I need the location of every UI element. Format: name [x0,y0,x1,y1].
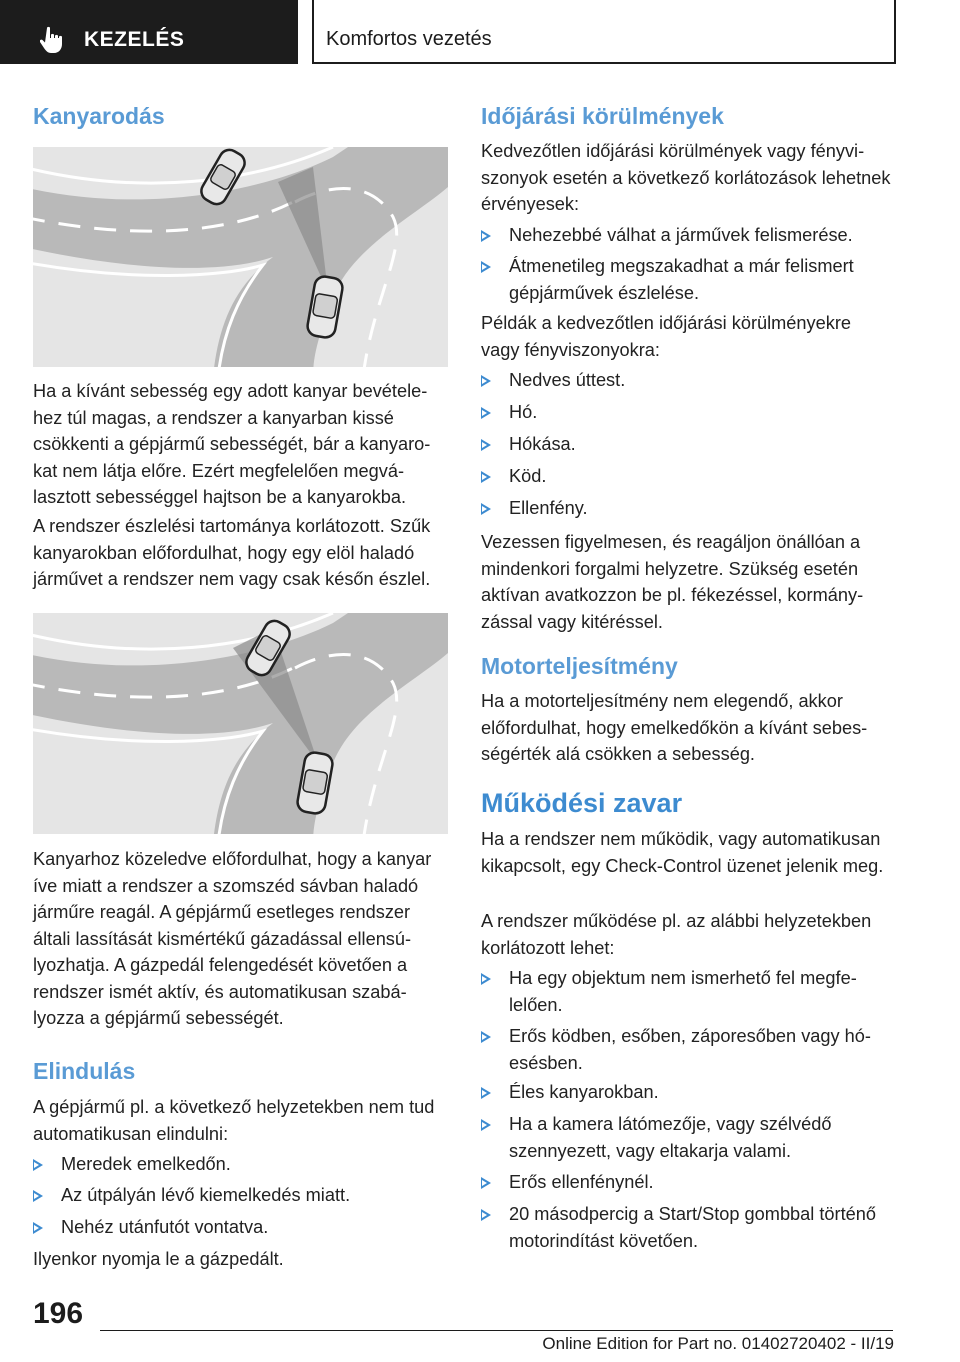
list-item: Hókása. [481,431,889,458]
edition-label: Online Edition for Part no. 01402720402 - II/19 [542,1334,894,1353]
idojaras-outro: Vezessen figyelmesen, és reagáljon önállóan a mindenkori forgalmi helyzetre. Szükség esetén aktívan avatkozzon be pl. fékezéssel, kormányzással vagy kitéréssel. [481,532,864,632]
section-tab-label: KEZELÉS [84,28,185,51]
zavar-paragraph-2: A rendszer működése pl. az alábbi helyzetekben korlátozott lehet: [481,911,872,958]
bullet-triangle-icon [481,407,491,419]
motor-text: Ha a motorteljesítmény nem elegendő, akkor előfordulhat, hogy emelkedőkön a kívánt sebességérték alá csökken a sebesség. [481,691,868,764]
hand-pointer-icon [40,26,66,54]
elindulas-intro: A gépjármű pl. a következő helyzetekben nem tud automatikusan elindulni: [33,1097,435,1144]
footer-divider [100,1330,893,1331]
bullet-triangle-icon [481,261,491,273]
heading-idojaras: Időjárási körülmények [481,103,724,129]
list-item: Nedves úttest. [481,367,889,394]
list-item: Köd. [481,463,889,490]
bullet-triangle-icon [481,230,491,242]
elindulas-outro: Ilyenkor nyomja le a gázpedált. [33,1249,284,1269]
list-item: Éles kanyarokban. [481,1079,894,1106]
heading-elindulas: Elindulás [33,1058,136,1084]
bullet-triangle-icon [481,375,491,387]
zavar-paragraph-1: Ha a rendszer nem működik, vagy automatikusan kikapcsolt, egy Check-Control üzenet jelenik meg. [481,829,884,876]
road-curve-diagram-1 [33,147,448,367]
heading-motorteljesitmeny: Motorteljesítmény [481,653,678,679]
idojaras-examples-intro: Példák a kedvezőtlen időjárási körülményekre vagy fényviszonyokra: [481,313,852,360]
list-item: Az útpályán lévő kiemelkedés miatt. [33,1182,448,1209]
list-item: 20 másodpercig a Start/Stop gombbal történő motorindítást követően. [481,1201,894,1254]
bullet-triangle-icon [481,1209,491,1221]
section-tab[interactable] [0,0,298,64]
bullet-triangle-icon [481,973,491,985]
bullet-triangle-icon [481,471,491,483]
idojaras-intro: Kedvezőtlen időjárási körülmények vagy fényviszonyok esetén a következő korlátozások lehetnek érvényesek: [481,141,891,214]
list-item: Meredek emelkedőn. [33,1151,448,1178]
bullet-triangle-icon [481,1119,491,1131]
page-header [0,0,960,66]
heading-kanyarodas: Kanyarodás [33,103,165,129]
list-item: Hó. [481,399,889,426]
list-item: Erős ködben, esőben, záporesőben vagy hóesésben. [481,1023,894,1076]
bullet-triangle-icon [481,1031,491,1043]
curve-illustration-2 [33,613,448,834]
bullet-triangle-icon [481,439,491,451]
kanyarodas-paragraph-1: Ha a kívánt sebesség egy adott kanyar bevételehez túl magas, a rendszer a kanyarban kissé csökkenti a gépjármű sebességét, bár a kanyarokat nem látja előre. Ezért megfelelően megválasztott sebességgel hajtson be a kanyarokba. [33,381,431,507]
kanyarodas-paragraph-3: Kanyarhoz közeledve előfordulhat, hogy a kanyar íve miatt a rendszer a szomszéd sávban haladó járműre reagál. A gépjármű esetleges rendszer általi lassítását kismértékű gázadással ellensúlyozhatja. A gázpedál felengedését követően a rendszer ismét aktív, és automatikusan szabályozza a gépjármű sebességét. [33,849,432,1028]
kanyarodas-paragraph-2: A rendszer észlelési tartománya korlátozott. Szűk kanyarokban előfordulhat, hogy egy elöl haladó járművet a rendszer nem vagy csak későn észlel. [33,516,431,589]
bullet-triangle-icon [481,1177,491,1189]
bullet-triangle-icon [33,1159,43,1171]
list-item: Ha a kamera látómezője, vagy szélvédő szennyezett, vagy eltakarja valami. [481,1111,894,1164]
road-curve-diagram-2 [33,613,448,834]
bullet-triangle-icon [33,1222,43,1234]
list-item: Erős ellenfénynél. [481,1169,894,1196]
list-item: Ellenfény. [481,495,889,522]
chapter-tab[interactable] [312,0,896,64]
curve-illustration-1 [33,147,448,367]
bullet-triangle-icon [33,1190,43,1202]
list-item: Átmenetileg megszakadhat a már felismert gépjárművek észlelése. [481,253,889,306]
bullet-triangle-icon [481,1087,491,1099]
bullet-triangle-icon [481,503,491,515]
heading-mukodesi-zavar: Működési zavar [481,788,683,818]
chapter-tab-label: Komfortos vezetés [326,28,492,50]
list-item: Ha egy objektum nem ismerhető fel megfelelően. [481,965,894,1018]
list-item: Nehezebbé válhat a járművek felismerése. [481,222,889,249]
page-number: 196 [33,1297,84,1330]
list-item: Nehéz utánfutót vontatva. [33,1214,448,1241]
